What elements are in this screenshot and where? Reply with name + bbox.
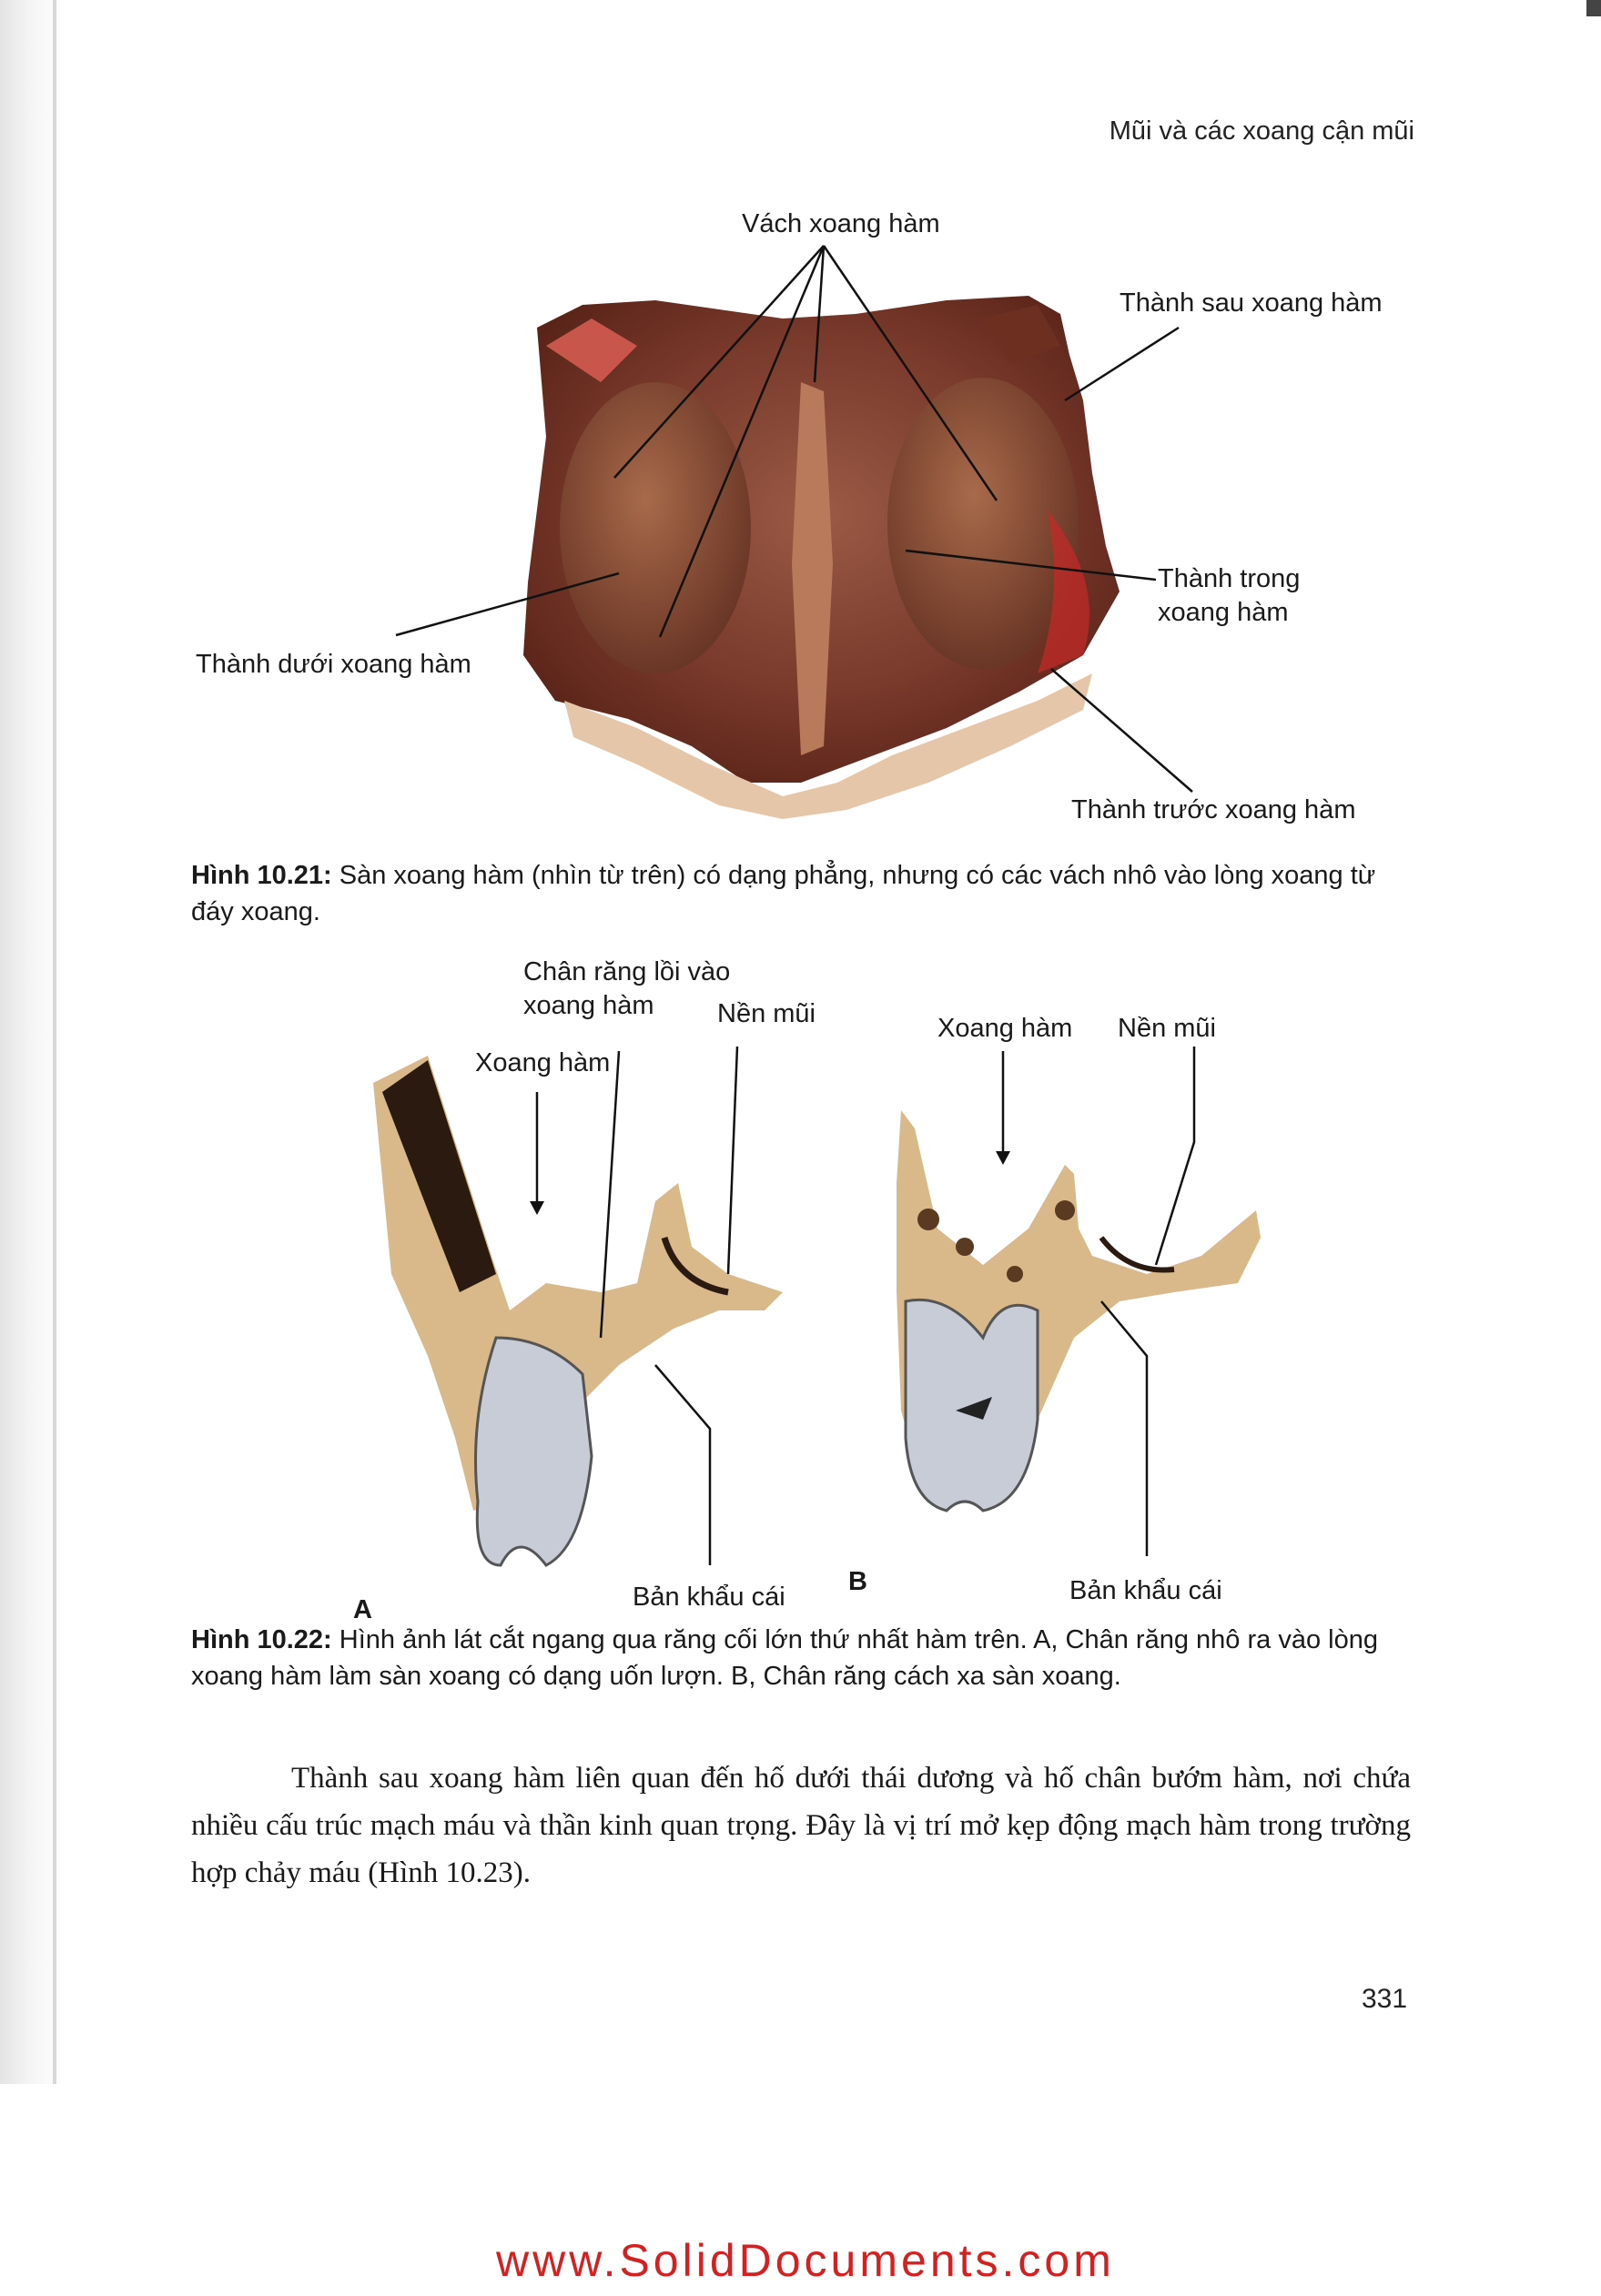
label-medial-wall: Thành trong xoang hàm	[1158, 564, 1301, 627]
label-a-palate: Bản khẩu cái	[633, 1583, 785, 1612]
caption-text: Sàn xoang hàm (nhìn từ trên) có dạng phẳng, nhưng có các vách nhô vào lòng xoang từ đáy xoang.	[191, 861, 1376, 926]
caption-label: Hình 10.22:	[191, 1625, 332, 1654]
panel-b-marrow-2	[956, 1238, 974, 1256]
label-a-sinus: Xoang hàm	[475, 1048, 611, 1077]
panel-b-section	[897, 1110, 1261, 1511]
body-paragraph: Thành sau xoang hàm liên quan đến hố dưới thái dương và hố chân bướm hàm, nơi chứa nhiều cấu trúc mạch máu và thần kinh quan trọng. Đây là vị trí mở kẹp động mạch hàm trong trường hợp chảy máu (Hình 10.23).	[191, 1762, 1411, 1889]
panel-letter-a: A	[353, 1595, 372, 1624]
label-b-nasal-floor: Nền mũi	[1118, 1014, 1216, 1043]
label-anterior-wall: Thành trước xoang hàm	[1071, 795, 1356, 824]
arrow-a	[530, 1201, 544, 1215]
label-a-root: Chân răng lồi vào xoang hàm	[523, 957, 731, 1020]
page-number: 331	[1362, 1984, 1408, 2014]
panel-b-marrow-3	[1007, 1266, 1023, 1282]
panel-letter-b: B	[848, 1567, 867, 1596]
label-inferior-wall: Thành dưới xoang hàm	[196, 650, 471, 679]
caption-figure-10-22	[191, 1622, 1415, 1694]
panel-b-marrow-4	[1055, 1200, 1075, 1220]
label-posterior-wall: Thành sau xoang hàm	[1120, 288, 1383, 318]
panel-b-marrow-1	[917, 1209, 939, 1230]
panel-a-section	[373, 1056, 783, 1565]
label-septum: Vách xoang hàm	[742, 209, 940, 238]
arrow-b	[996, 1151, 1010, 1165]
running-header: Mũi và các xoang cận mũi	[1109, 116, 1414, 146]
caption-text: Hình ảnh lát cắt ngang qua răng cối lớn thứ nhất hàm trên. A, Chân răng nhô ra vào lòng xoang hàm làm sàn xoang có dạng uốn lượn. B, Chân răng cách xa sàn xoang.	[191, 1625, 1378, 1691]
panel-a-tooth	[476, 1338, 593, 1565]
label-b-sinus: Xoang hàm	[937, 1014, 1073, 1043]
caption-label: Hình 10.21:	[191, 861, 332, 890]
label-a-nasal-floor: Nền mũi	[717, 999, 816, 1028]
footer-watermark: www.SolidDocuments.com	[496, 2235, 1115, 2286]
label-b-palate: Bản khẩu cái	[1069, 1576, 1222, 1605]
